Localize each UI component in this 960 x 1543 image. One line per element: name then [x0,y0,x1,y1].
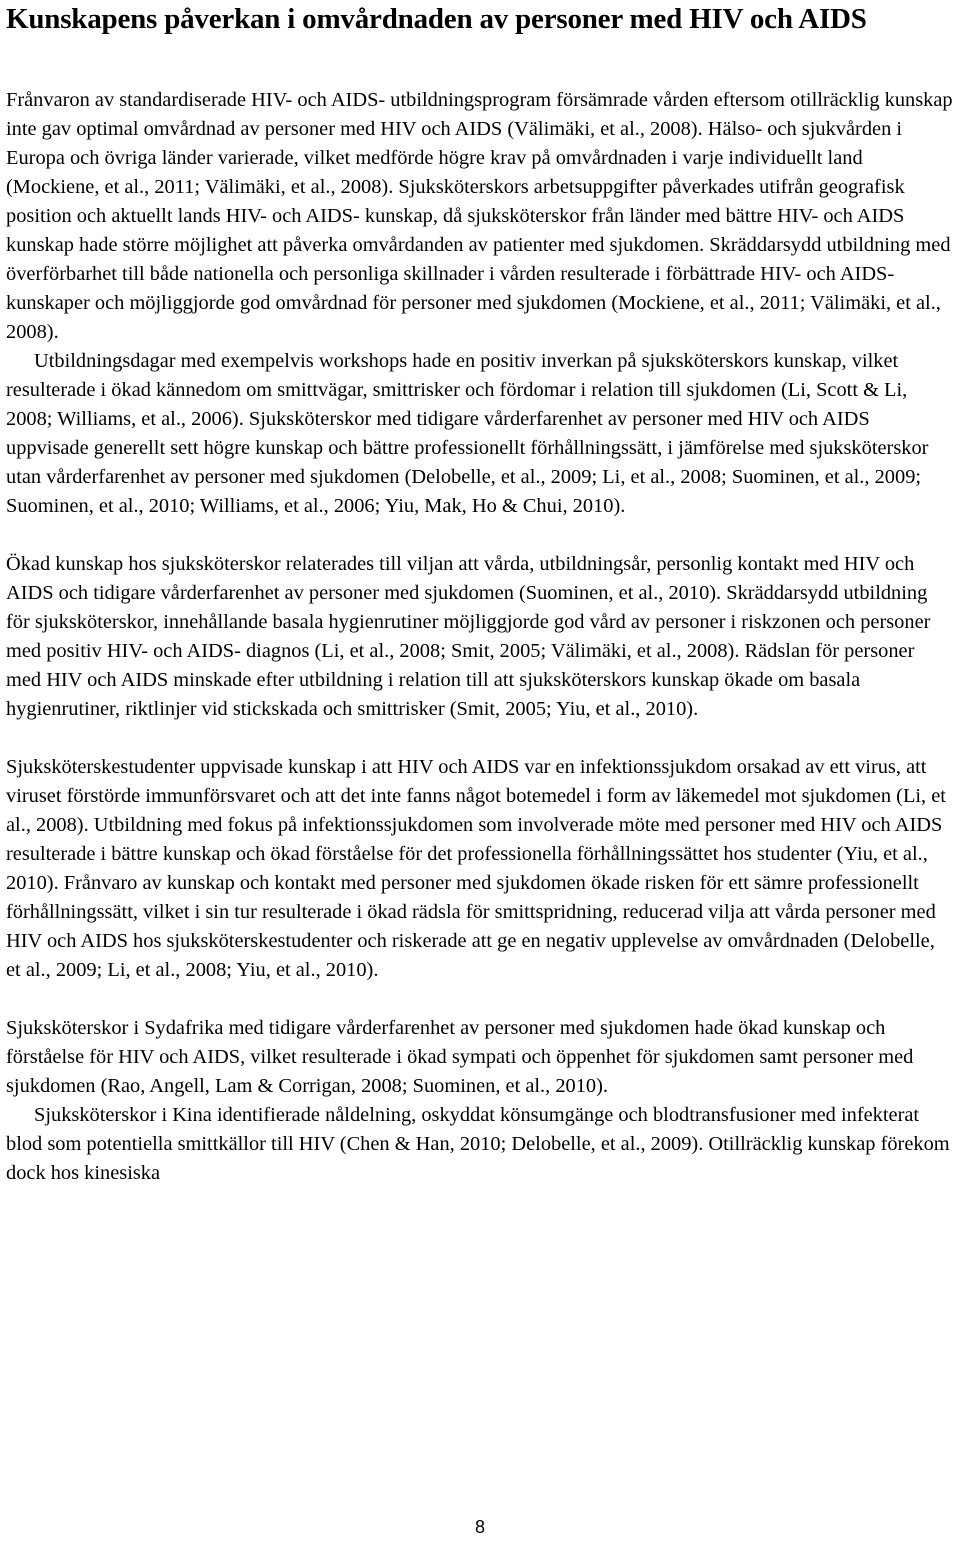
paragraph-3: Ökad kunskap hos sjuksköterskor relaterades till viljan att vårda, utbildningsår, personlig kontakt med HIV och AIDS och tidigare vårderfarenhet av personer med sjukdomen (Suominen, et al., 2010). Skräddarsydd utbildning för sjuksköterskor, innehållande basala hygienrutiner möjliggjorde god vård av personer i riskzonen och personer med positiv HIV- och AIDS- diagnos (Li, et al., 2008; Smit, 2005; Välimäki, et al., 2008). Rädslan för personer med HIV och AIDS minskade efter utbildning i relation till att sjuksköterskors kunskap ökade om basala hygienrutiner, riktlinjer vid stickskada och smittrisker (Smit, 2005; Yiu, et al., 2010). [6,553,931,720]
paragraph-1: Frånvaron av standardiserade HIV- och AIDS- utbildningsprogram försämrade vården eftersom otillräcklig kunskap inte gav optimal omvårdnad av personer med HIV och AIDS (Välimäki, et al., 2008). Hälso- och sjukvården i Europa och övriga länder varierade, vilket medförde högre krav på omvårdnaden i varje individuellt land (Mockiene, et al., 2011; Välimäki, et al., 2008). Sjuksköterskors arbetsuppgifter påverkades utifrån geografisk position och aktuellt lands HIV- och AIDS- kunskap, då sjuksköterskor från länder med bättre HIV- och AIDS kunskap hade större möjlighet att påverka omvårdanden av patienter med sjukdomen. Skräddarsydd utbildning med överförbarhet till både nationella och personliga skillnader i vården resulterade i förbättrade HIV- och AIDS- kunskaper och möjliggjorde god omvårdnad för personer med sjukdomen (Mockiene, et al., 2011; Välimäki, et al., 2008). [6,89,953,343]
paragraph-6: Sjuksköterskor i Kina identifierade nåldelning, oskyddat könsumgänge och blodtransfusioner med infekterat blod som potentiella smittkällor till HIV (Chen & Han, 2010; Delobelle, et al., 2009). Otillräcklig kunskap förekom dock hos kinesiska [6,1104,950,1184]
spacer [6,724,954,753]
spacer [6,38,954,86]
page-number: 8 [474,1517,485,1537]
paragraph-5: Sjuksköterskor i Sydafrika med tidigare vårderfarenhet av personer med sjukdomen hade ökad kunskap och förståelse för HIV och AIDS, vilket resulterade i ökad sympati och öppenhet för sjukdomen samt personer med sjukdomen (Rao, Angell, Lam & Corrigan, 2008; Suominen, et al., 2010). [6,1017,914,1097]
paragraph-2: Utbildningsdagar med exempelvis workshops hade en positiv inverkan på sjuksköterskors kunskap, vilket resulterade i ökad kännedom om smittvägar, smittrisker och fördomar i relation till sjukdomen (Li, Scott & Li, 2008; Williams, et al., 2006). Sjuksköterskor med tidigare vårderfarenhet av personer med HIV och AIDS uppvisade generellt sett högre kunskap och bättre professionellt förhållningssätt, i jämförelse med sjuksköterskor utan vårderfarenhet av personer med sjukdomen (Delobelle, et al., 2009; Li, et al., 2008; Suominen, et al., 2009; Suominen, et al., 2010; Williams, et al., 2006; Yiu, Mak, Ho & Chui, 2010). [6,350,929,517]
paragraph-4: Sjuksköterskestudenter uppvisade kunskap i att HIV och AIDS var en infektionssjukdom orsakad av ett virus, att viruset förstörde immunförsvaret och att det inte fanns något botemedel i form av läkemedel mot sjukdomen (Li, et al., 2008). Utbildning med fokus på infektionssjukdomen som involverade möte med personer med HIV och AIDS resulterade i bättre kunskap och ökad förståelse för det professionella förhållningssättet hos studenter (Yiu, et al., 2010). Frånvaro av kunskap och kontakt med personer med sjukdomen ökade risken för ett sämre professionellt förhållningssätt, vilket i sin tur resulterade i ökad rädsla för smittspridning, reducerad vilja att vårda personer med HIV och AIDS hos sjuksköterskestudenter och riskerade att ge en negativ upplevelse av omvårdnaden (Delobelle, et al., 2009; Li, et al., 2008; Yiu, et al., 2010). [6,756,946,981]
spacer [6,985,954,1014]
section-heading: Kunskapens påverkan i omvårdnaden av personer med HIV och AIDS [6,3,867,35]
spacer [6,521,954,550]
